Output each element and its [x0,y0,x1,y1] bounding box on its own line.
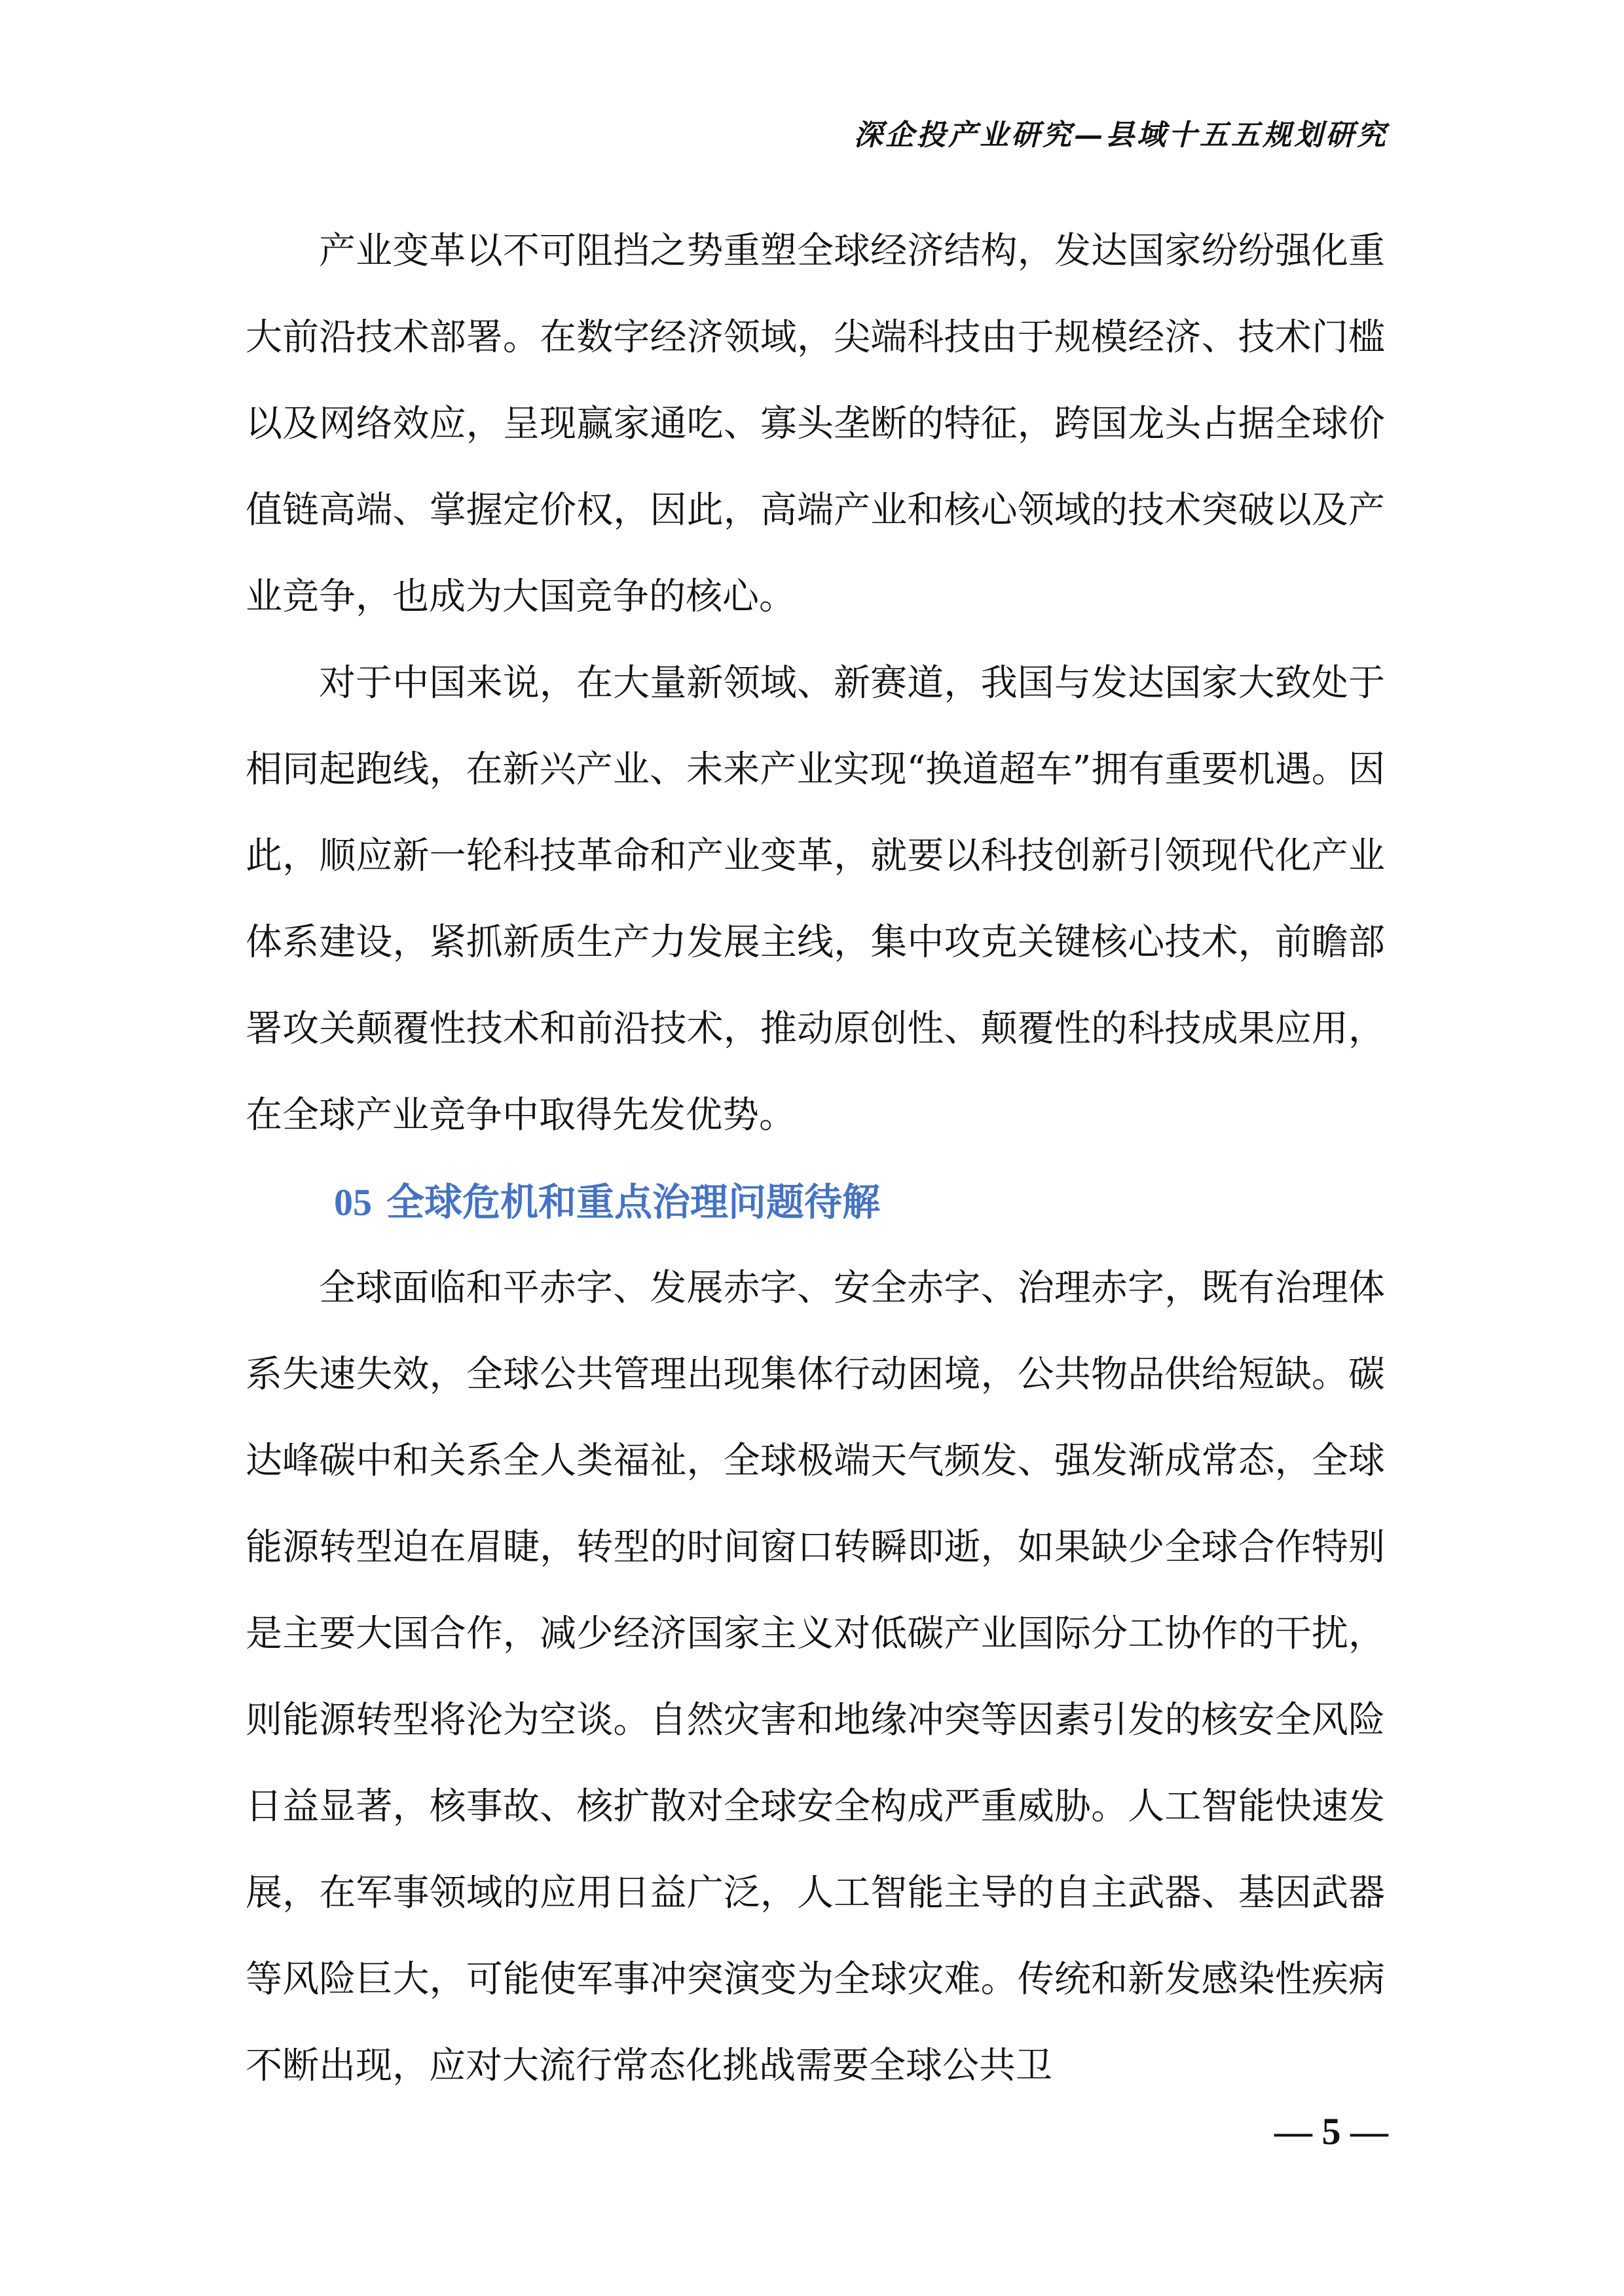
page-number: — 5 — [1274,2110,1388,2153]
page-body [246,208,1385,2109]
section-title: 全球危机和重点治理问题待解 [386,1180,881,1224]
paragraph: 全球面临和平赤字、发展赤字、安全赤字、治理赤字，既有治理体系失速失效，全球公共管理出现集体行动困境，公共物品供给短缺。碳达峰碳中和关系全人类福祉，全球极端天气频发、强发渐成常态，全球能源转型迫在眉睫，转型的时间窗口转瞬即逝，如果缺少全球合作特别是主要大国合作，减少经济国家主义对低碳产业国际分工协作的干扰，则能源转型将沦为空谈。自然灾害和地缘冲突等因素引发的核安全风险日益显著，核事故、核扩散对全球安全构成严重威胁。人工智能快速发展，在军事领域的应用日益广泛，人工智能主导的自主武器、基因武器等风险巨大，可能使军事冲突演变为全球灾难。传统和新发感染性疾病不断出现，应对大流行常态化挑战需要全球公共卫 [246,1267,1385,2087]
paragraph: 对于中国来说，在大量新领域、新赛道，我国与发达国家大致处于相同起跑线，在新兴产业、未来产业实现“换道超车”拥有重要机遇。因此，顺应新一轮科技革命和产业变革，就要以科技创新引领现代化产业体系建设，紧抓新质生产力发展主线，集中攻克关键核心技术，前瞻部署攻关颠覆性技术和前沿技术，推动原创性、颠覆性的科技成果应用，在全球产业竞争中取得先发优势。 [246,662,1385,1137]
paragraph: 产业变革以不可阻挡之势重塑全球经济结构，发达国家纷纷强化重大前沿技术部署。在数字经济领域，尖端科技由于规模经济、技术门槛以及网络效应，呈现赢家通吃、寡头垄断的特征，跨国龙头占据全球价值链高端、掌握定价权，因此，高端产业和核心领域的技术突破以及产业竞争，也成为大国竞争的核心。 [246,230,1385,618]
section-number: 05 [334,1181,372,1224]
running-header: 深企投产业研究—县域十五五规划研究 [854,118,1388,152]
section-heading [246,1159,1385,1245]
